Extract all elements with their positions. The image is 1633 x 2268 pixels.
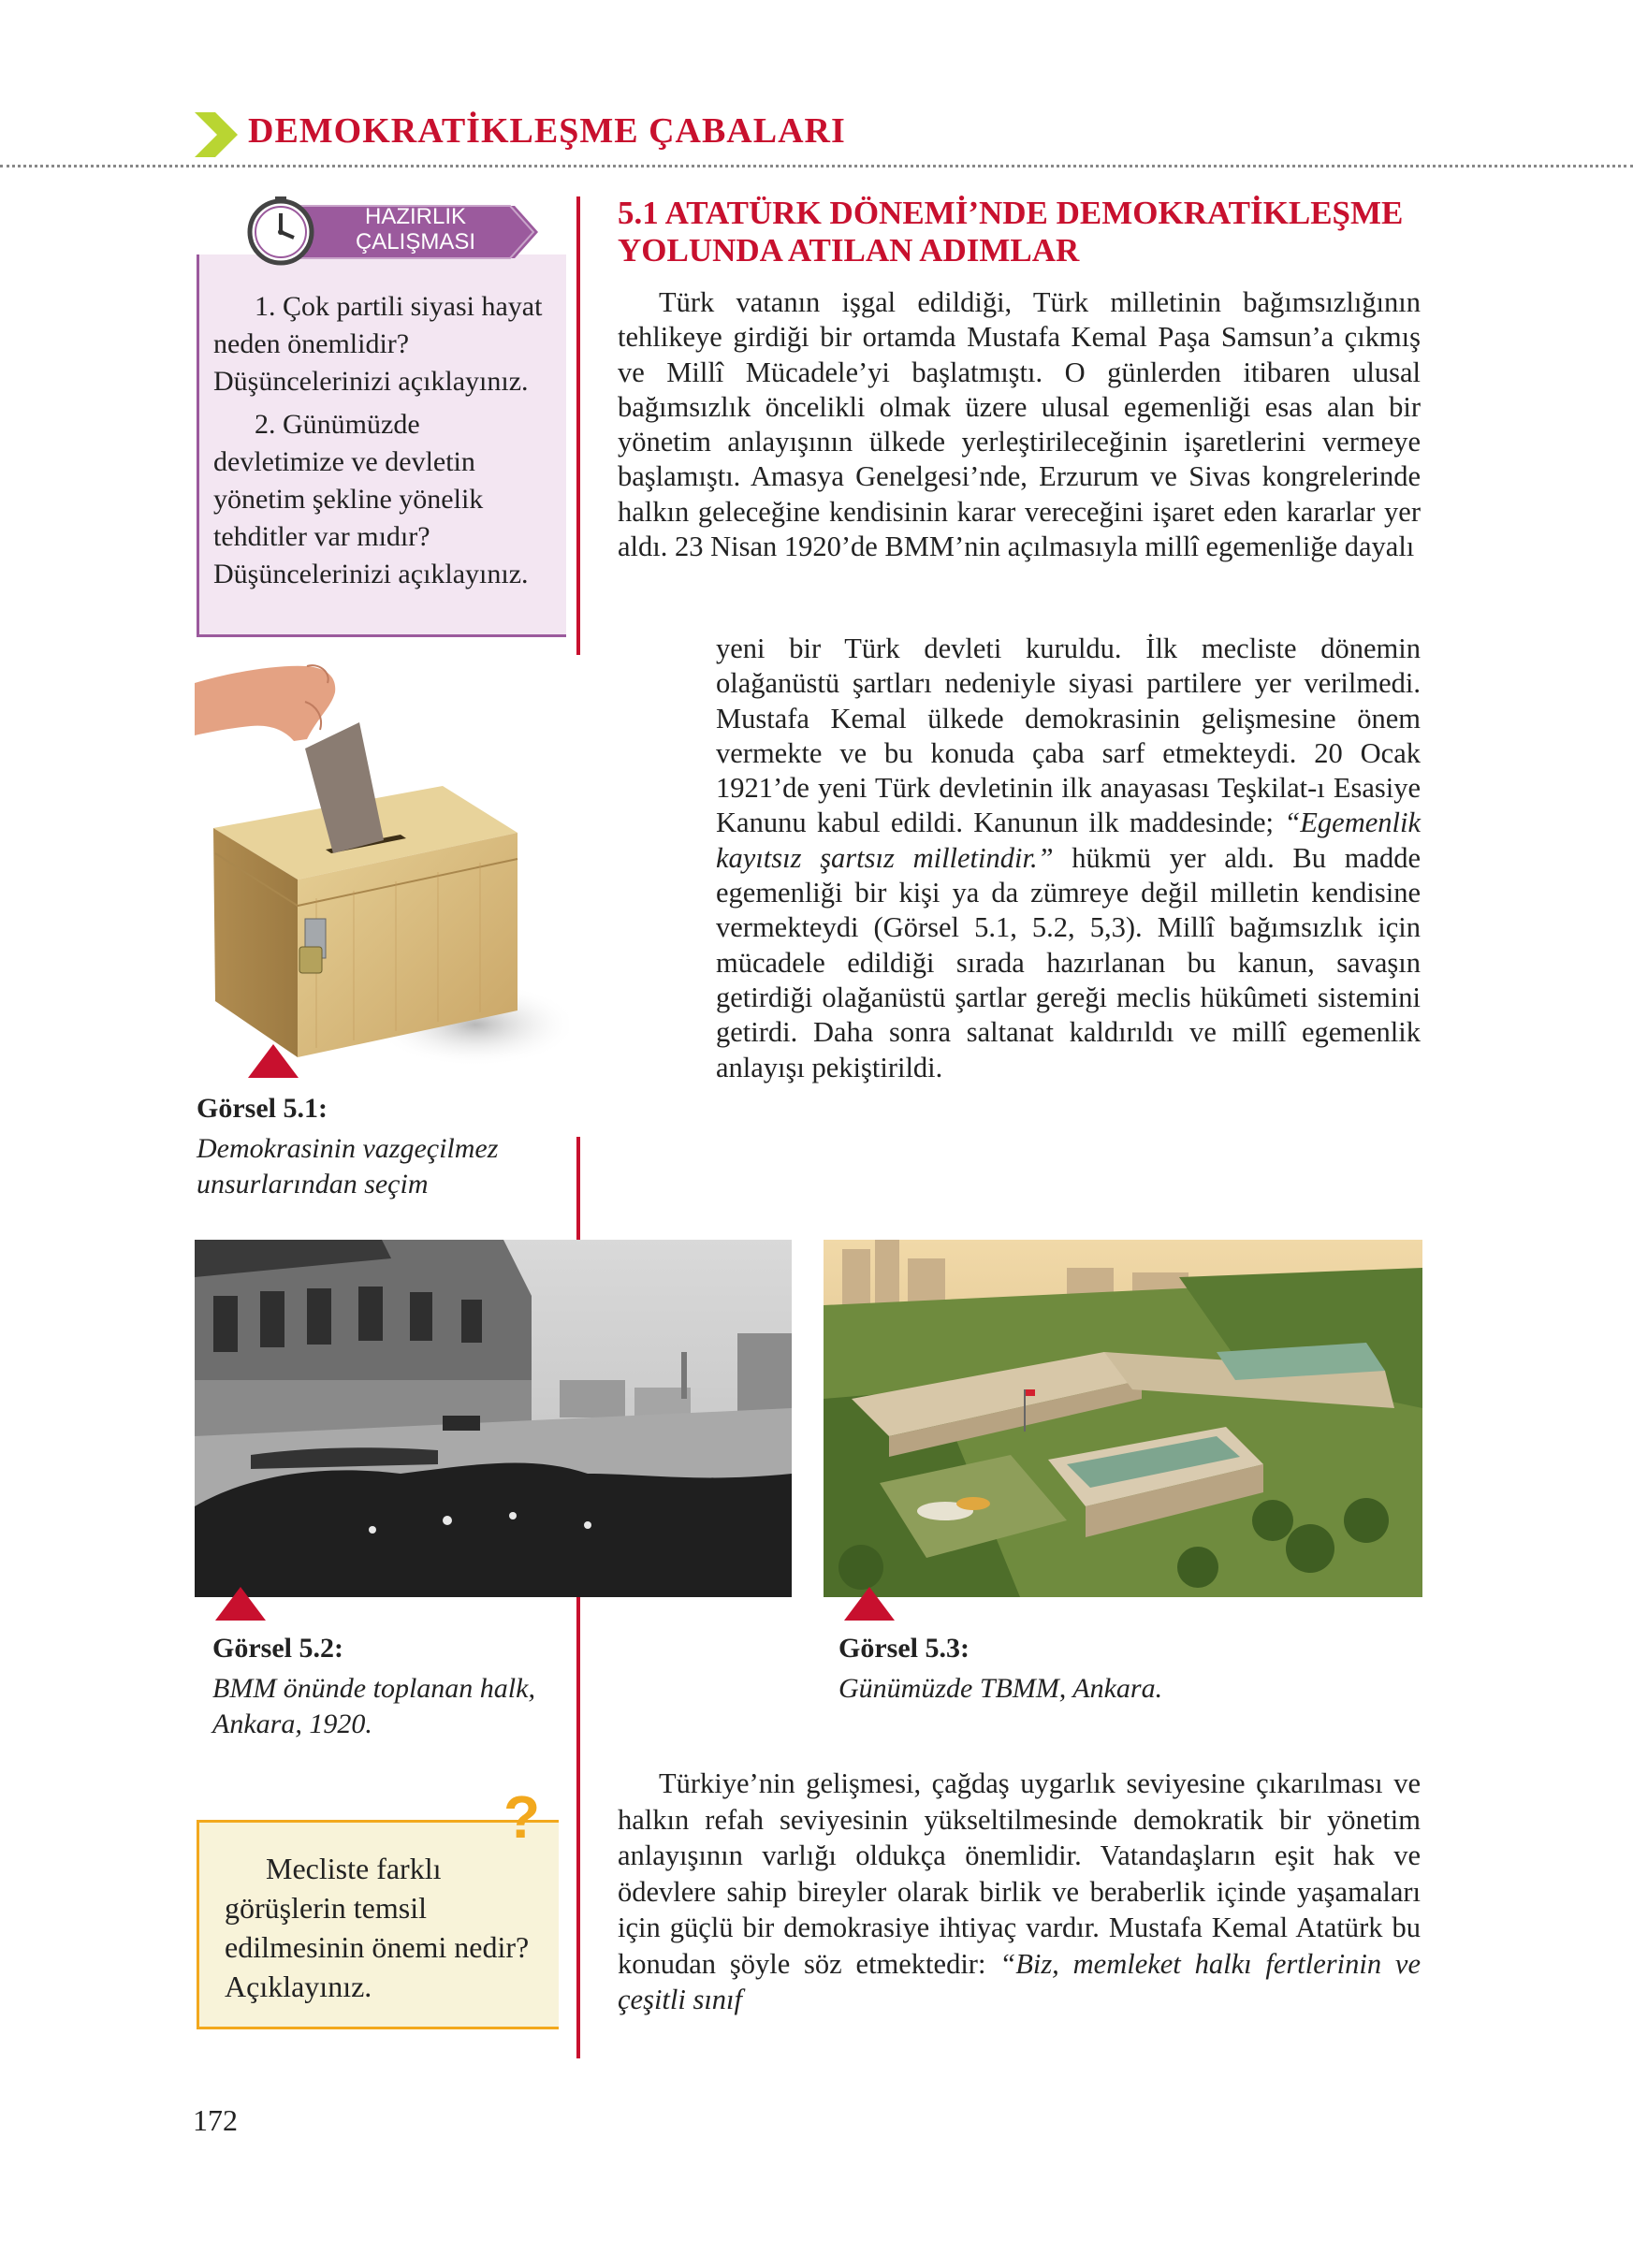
figure-caption: Günümüzde TBMM, Ankara. xyxy=(838,1673,1163,1704)
tbmm-aerial-photo xyxy=(824,1240,1422,1597)
header-chevron-icon xyxy=(195,112,238,157)
caption-pointer-icon xyxy=(248,1044,299,1078)
ballot-box-image xyxy=(195,655,569,1067)
body-paragraph xyxy=(716,632,1421,1085)
figure-caption: BMM önünde toplanan halk, Ankara, 1920. xyxy=(212,1673,535,1739)
body-text: Türk vatanın işgal edildiği, Türk milletinin bağımsızlığının tehlikeye girdiği bir ortamda Mustafa Kemal Paşa Samsun’a çıkmış ve Millî Mücadele’yi başlatmıştı. O günlerden itibaren ulusal bağımsızlık öncelikli olmak üzere ulusal egemenliği esas alan bir yönetim anlayışının ülkede yerleştirileceğinin işaretlerini vermeye başlamıştı. Amasya Genelgesi’nde, Erzurum ve Sivas kongrelerinde halkın geleceğine kendisinin karar vereceğini işaret eden kararlar yer aldı. 23 Nisan 1920’de BMM’nin açılmasıyla millî egemenliğe dayalı xyxy=(618,286,1421,563)
column-divider xyxy=(576,1591,580,2058)
caption-pointer-icon xyxy=(215,1587,266,1621)
body-text: hükmü yer aldı. Bu madde egemenliği bir kişi ya da zümreye değil milletin kendisine vermekteydi (Görsel 5.1, 5.2, 5,3). Millî bağımsızlık için mücadele edildiği sırada hazırlanan bu kanun, savaşın getirdiği olağanüstü şartlar gereği meclis hükûmeti sistemini getirdi. Daha sonra saltanat kaldırıldı ve millî egemenlik anlayışı pekiştirildi. xyxy=(716,841,1421,1083)
body-paragraph xyxy=(618,1766,1421,2018)
prep-question: 1. Çok partili siyasi hayat neden önemlidir? Düşüncelerinizi açıklayınız. xyxy=(213,291,543,397)
clock-icon xyxy=(245,195,316,266)
figure-label: Görsel 5.1: xyxy=(197,1093,328,1124)
section-title: 5.1 ATATÜRK DÖNEMİ’NDE DEMOKRATİKLEŞME YOLUNDA ATILAN ADIMLAR xyxy=(618,195,1404,269)
prep-questions xyxy=(213,288,558,599)
page-number: 172 xyxy=(193,2103,238,2137)
prep-question: 2. Günümüzde devletimize ve devletin yönetim şekline yönelik tehditler var mıdır? Düşüncelerinizi açıklayınız. xyxy=(213,409,529,589)
figure-label: Görsel 5.2: xyxy=(212,1633,343,1664)
body-paragraph xyxy=(618,285,1421,564)
law-quote: “Egemenlik kayıtsız şartsız milletindir.” xyxy=(716,807,1421,874)
question-text: Mecliste farklı görüşlerin temsil edilmesinin önemi nedir? Açıklayınız. xyxy=(225,1852,530,2003)
caption-pointer-icon xyxy=(844,1587,895,1621)
body-text: Türkiye’nin gelişmesi, çağdaş uygarlık seviyesine çıkarılması ve halkın refah seviyesinin yükseltilmesinde demokratik bir yönetim anlayışının varlığı oldukça önemlidir. Vatandaşların eşit hak ve ödevlere sahip bireyler olarak birlik ve beraberlik içinde yaşamaları için güçlü bir demokrasiye ihtiyaç vardır. Mustafa Kemal Atatürk bu konudan şöyle söz etmektedir: xyxy=(618,1767,1421,1980)
header-divider xyxy=(0,165,1633,167)
figure-caption: Demokrasinin vazgeçilmez unsurlarından seçim xyxy=(197,1133,499,1199)
question-mark-icon: ? xyxy=(503,1783,541,1851)
chapter-title: DEMOKRATİKLEŞME ÇABALARI xyxy=(248,111,846,151)
prep-banner-line: ÇALIŞMASI xyxy=(355,229,476,254)
ataturk-quote: “Biz, memleket halkı fertlerinin ve çeşitli sınıf xyxy=(618,1947,1421,2015)
body-text: yeni bir Türk devleti kuruldu. İlk mecliste dönemin olağanüstü şartları nedeniyle siyasi partilere yer verilmedi. Mustafa Kemal ülkede demokrasinin gelişmesine önem vermekte ve bu konuda çaba sarf etmekteydi. 20 Ocak 1921’de yeni Türk devletinin ilk anayasası Teşkilat-ı Esasiye Kanunu kabul edildi. Kanunun ilk maddesinde; xyxy=(716,632,1421,839)
prep-banner-title xyxy=(322,204,509,254)
column-divider xyxy=(576,196,580,655)
figure-label: Görsel 5.3: xyxy=(838,1633,970,1664)
historical-crowd-photo xyxy=(195,1240,792,1597)
column-divider xyxy=(576,1137,580,1240)
prep-banner-line: HAZIRLIK xyxy=(364,204,467,229)
